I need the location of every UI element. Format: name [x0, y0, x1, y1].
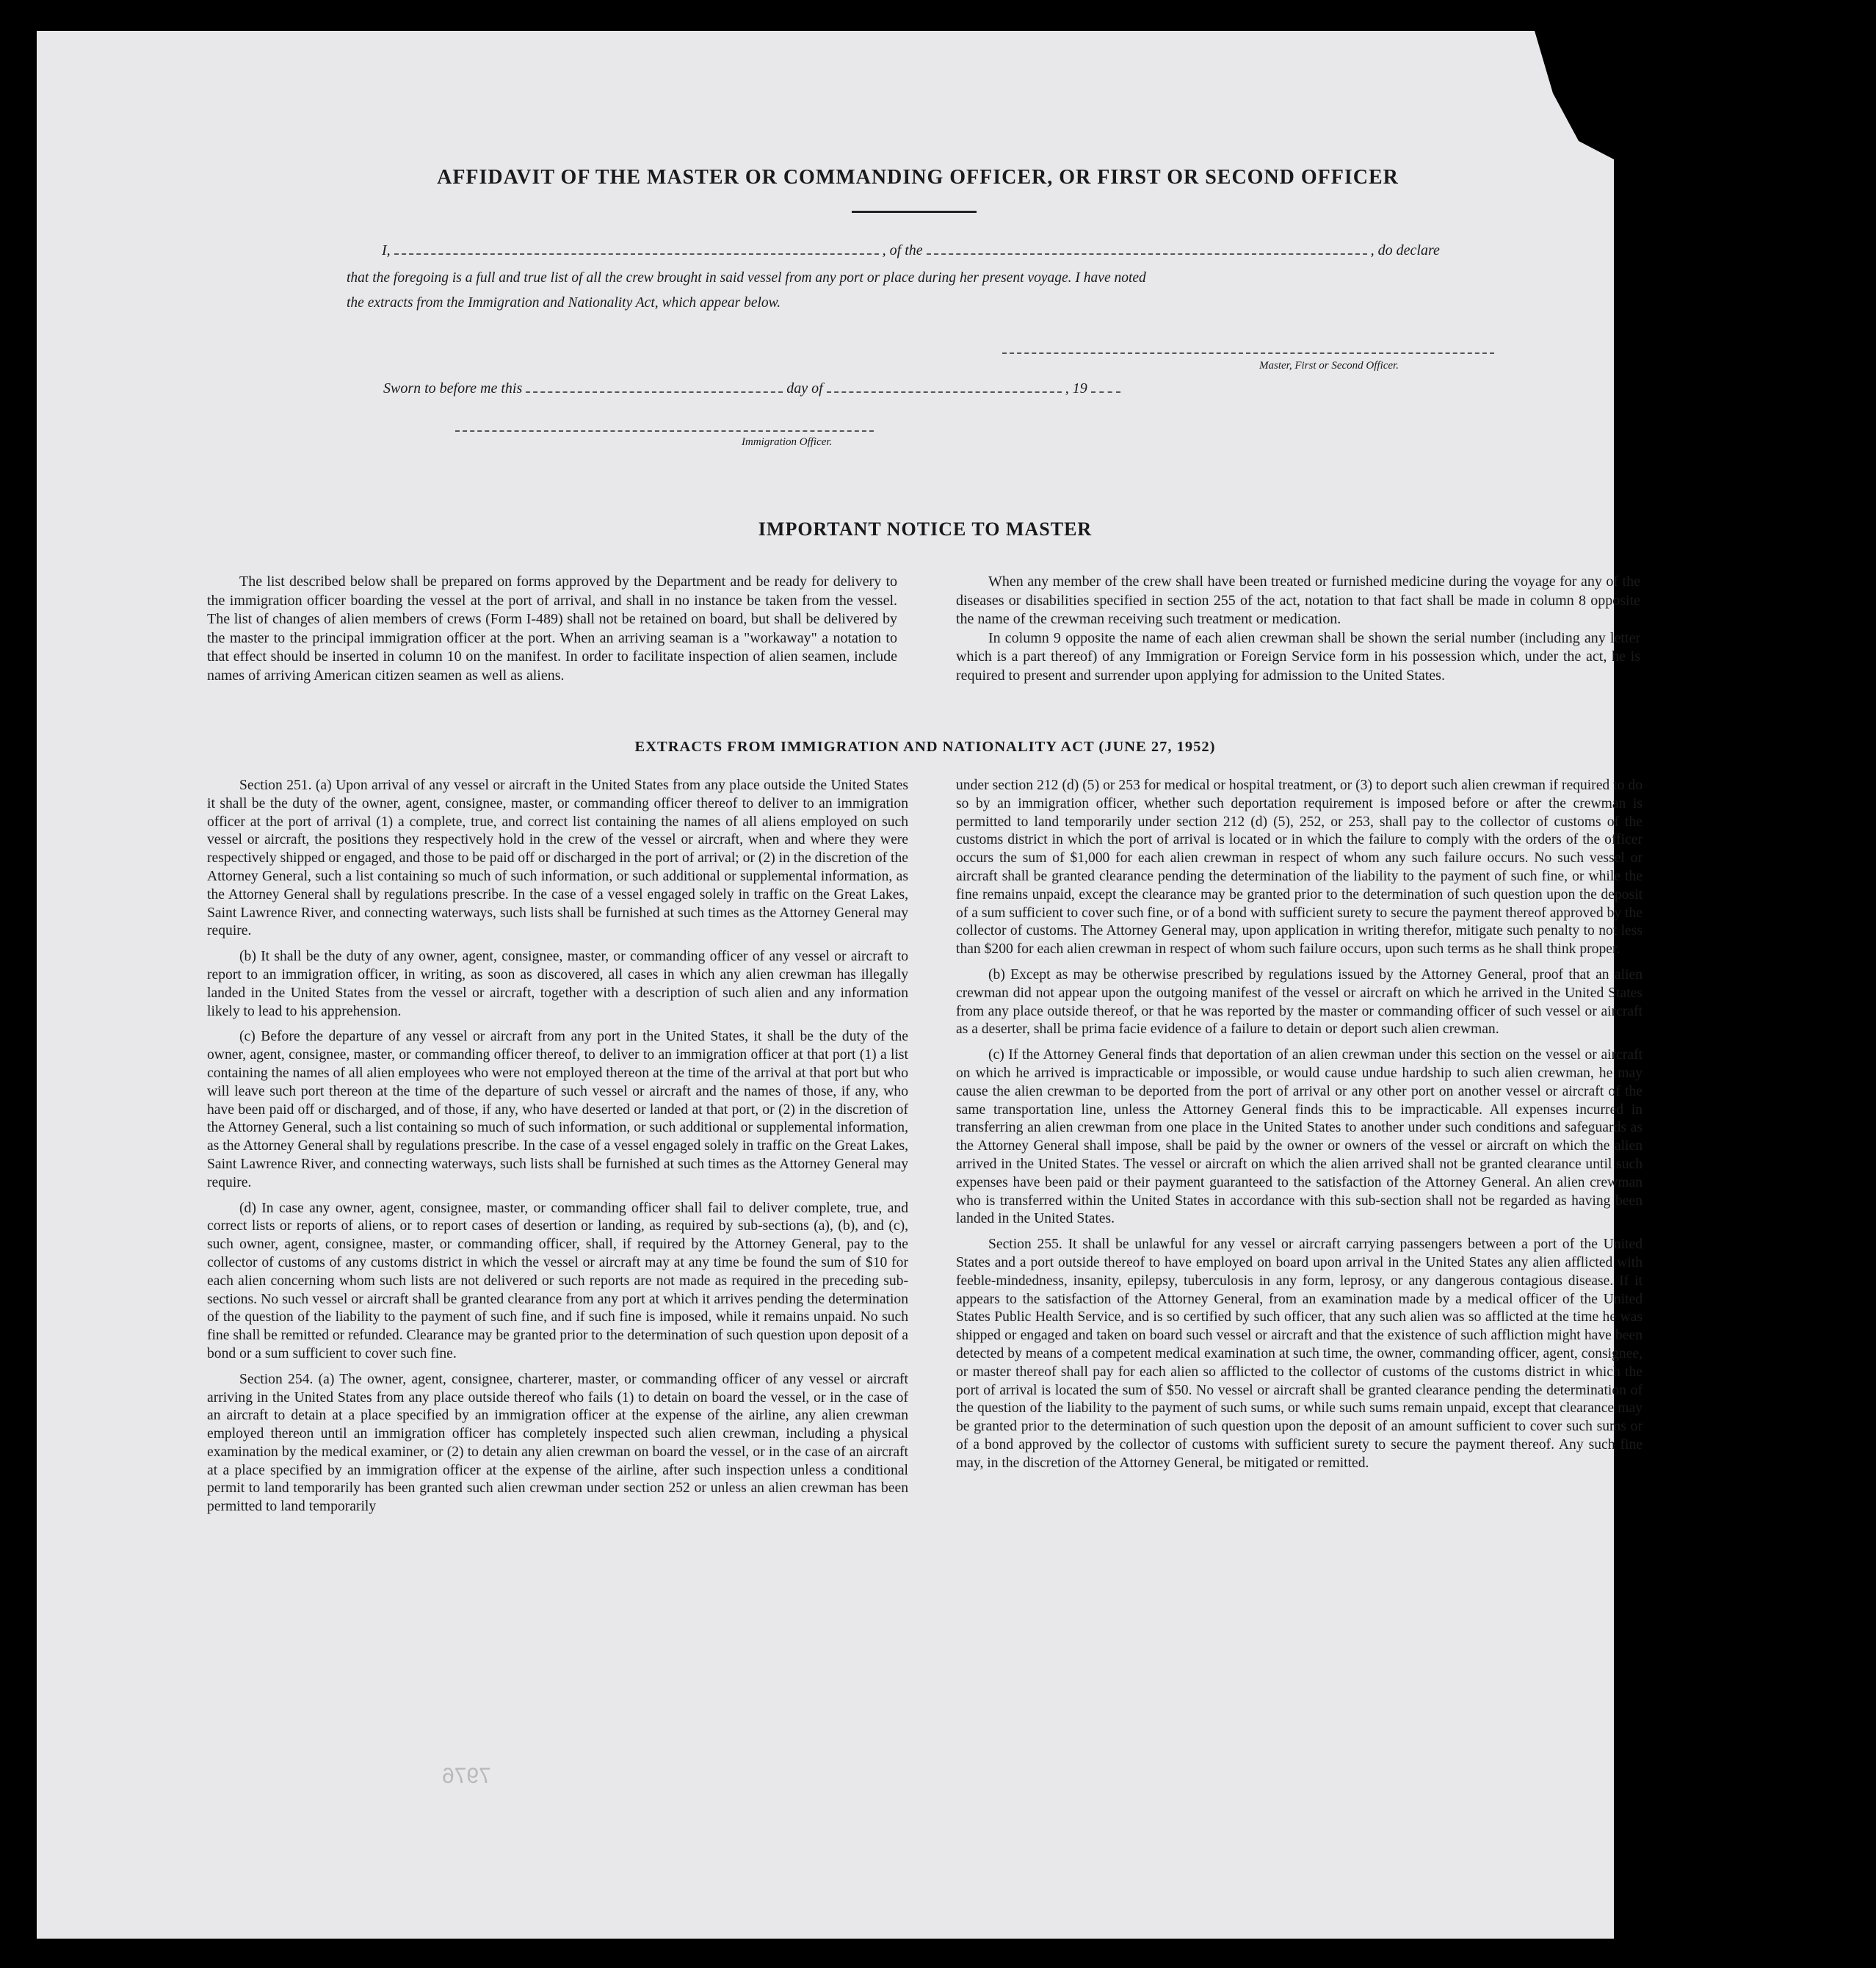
vessel-blank	[927, 253, 1367, 255]
master-caption: Master, First or Second Officer.	[1259, 360, 1399, 372]
month-blank	[827, 391, 1062, 393]
bleed-through-number: 7976	[442, 1764, 491, 1788]
punch-hole	[1793, 648, 1822, 677]
extracts-left-column	[207, 777, 908, 1524]
affidavit-line-2: that the foregoing is a full and true list of all the crew brought in said vessel from any port or place during her present voyage. I have noted	[347, 270, 1146, 286]
sworn-line: Sworn to before me this day of , 19	[383, 380, 1206, 397]
punch-hole	[1793, 1805, 1822, 1834]
notice-right: When any member of the crew shall have been treated or furnished medicine during the voyage for any of the diseases or disabilities specified in section 255 of the act, notation to that fact shall be made in column 8 opposite the name of the crewman receiving such treatment or medication. In column 9 opposite the name of each alien crewman shall be shown the serial number (including any letter which is a part thereof) of any Immigration or Foreign Service form in his possession which, under the act, he is required to present and surrender upon applying for admission to the United States.	[956, 574, 1640, 684]
officer-signature-line	[455, 430, 874, 432]
day-blank	[526, 391, 783, 393]
section-251-c: (c) Before the departure of any vessel or aircraft from any port in the United States, it shall be the duty of the owner, agent, consignee, master, or commanding officer thereof, to deliver to an immigration officer at that port (1) a list containing the names of all alien employees who were not employed thereon at the time of the arrival at that port but who will leave such port thereon at the time of the departure of such vessel or aircraft and the names of those, if any, who have been paid off or discharged, and of those, if any, who have deserted or landed at that port, or (2) in the discretion of the Attorney General, such a list containing so much of such information, or such additional or supplemental information, as the Attorney General shall by regulations prescribe. In the case of a vessel engaged solely in traffic on the Great Lakes, Saint Lawrence River, and connecting waterways, such lists shall be furnished at such times as the Attorney General may require.	[207, 1029, 908, 1190]
section-254-c: (c) If the Attorney General finds that deportation of an alien crewman under this section on the vessel or aircraft on which he arrived is impracticable or impossible, or would cause undue hardship to such alien crewman, he may cause the alien crewman to be deported from the port of arrival or any other port on another vessel or aircraft of the same transportation line, unless the Attorney General finds this to be impracticable. All expenses incurred in transferring an alien crewman from one place in the United States to another under such conditions and safeguards as the Attorney General shall impose, shall be paid by the owner or owners of the vessel or aircraft on which the alien arrived in the United States. The vessel or aircraft on which the alien arrived shall not be granted clearance until such expenses have been paid or their payment guaranteed to the satisfaction of the Attorney General. An alien crewman who is transferred within the United States in accordance with this sub-section shall not be regarded as having been landed in the United States.	[956, 1047, 1643, 1227]
officer-caption: Immigration Officer.	[742, 436, 833, 448]
punch-hole	[1793, 1311, 1822, 1340]
notice-heading: IMPORTANT NOTICE TO MASTER	[758, 518, 1093, 540]
notice-left: The list described below shall be prepared on forms approved by the Department and be ready for delivery to the immigration officer boarding the vessel at the port of arrival, and shall in no instance be taken from the vessel. The list of changes of alien members of crews (Form I-489) shall not be retained on board, but shall be delivered by the master to the principal immigration officer at the port. When an arriving seaman is a "workaway" a notation to that effect should be inserted in column 10 on the manifest. In order to facilitate inspection of alien seamen, include names of arriving American citizen seamen as well as aliens.	[207, 574, 897, 684]
extracts-right-column	[956, 777, 1643, 1480]
master-signature-line	[1002, 352, 1494, 354]
affidavit-line-1: I, , of the , do declare	[382, 242, 1440, 258]
section-255: Section 255. It shall be unlawful for any vessel or aircraft carrying passengers between a port of the United States and a port outside thereof to have employed on board upon arrival in the United States any alien afflicted with feeble-mindedness, insanity, epilepsy, tuberculosis in any form, leprosy, or any dangerous contagious disease. If it appears to the satisfaction of the Attorney General, from an examination made by a medical officer of the United States Public Health Service, and is so certified by such officer, that any such alien was so afflicted at the time he was shipped or engaged and taken on board such vessel or aircraft and that the existence of such affliction might have been detected by means of a competent medical examination at such time, the owner, commanding officer, agent, consignee, or master thereof shall pay for each alien so afflicted to the collector of customs of the customs district in which the port of arrival is located the sum of $50. No vessel or aircraft shall be granted clearance pending the determination of the question of the liability to the payment of such sums, or while such sums remain unpaid, except that clearance may be granted prior to the determination of such question upon the deposit of an amount sufficient to cover such sums or of a bond approved by the collector of customs with sufficient surety to secure the payment thereof. Any such fine may, in the discretion of the Attorney General, be mitigated or remitted.	[956, 1237, 1643, 1471]
punch-hole	[1793, 342, 1822, 372]
section-251-d: (d) In case any owner, agent, consignee, master, or commanding officer shall fail to deliver complete, true, and correct lists or reports of aliens, or to report cases of desertion or landing, as required by sub-sections (a), (b), and (c), such owner, agent, consignee, master, or commanding officer, shall, if required by the Attorney General, pay to the collector of customs of any customs district in which the vessel or aircraft may at any time be found the sum of $10 for each alien concerning whom such lists are not delivered or such reports are not made as required in the preceding sub-sections. No such vessel or aircraft shall be granted clearance from any port at which it arrives pending the determination of the question of the liability to the payment of such fine, and if such fine is imposed, while it remains unpaid. No such fine shall be remitted or refunded. Clearance may be granted prior to the determination of such question upon deposit of a bond or a sum sufficient to cover such fine.	[207, 1200, 908, 1361]
name-blank	[394, 253, 879, 255]
heading-underline	[852, 211, 977, 213]
affidavit-line-3: the extracts from the Immigration and Nationality Act, which appear below.	[347, 295, 781, 311]
section-254-a-cont: under section 212 (d) (5) or 253 for medical or hospital treatment, or (3) to deport such alien crewman if required to do so by an immigration officer, whether such deportation requirement is imposed before or after the crewman is permitted to land temporarily under section 212 (d) (5), 252, or 253, shall pay to the collector of customs of the customs district in which the port of arrival is located or in which the failure to comply with the orders of the officer occurs the sum of $1,000 for each alien crewman in respect of whom any such failure occurs. No such vessel or aircraft shall be granted clearance pending the determination of the liability to the payment of such fine, or while the fine remains unpaid, except the clearance may be granted prior to the determination of such question upon the deposit of a sum sufficient to cover such fine, or of a bond with sufficient surety to secure the payment thereof approved by the collector of customs. The Attorney General may, upon application in writing therefor, mitigate such penalty to not less than $200 for each alien crewman in respect of whom such failure occurs, upon such terms as he shall think proper.	[956, 778, 1643, 958]
year-blank	[1091, 391, 1120, 393]
affidavit-heading: AFFIDAVIT OF THE MASTER OR COMMANDING OFFICER, OR FIRST OR SECOND OFFICER	[437, 166, 1399, 189]
section-254-b: (b) Except as may be otherwise prescribed by regulations issued by the Attorney General, proof that an alien crewman did not appear upon the outgoing manifest of the vessel or aircraft on which he arrived in the United States from any place outside thereof, or that he was reported by the master or commanding officer of such vessel or aircraft as a deserter, shall be prima facie evidence of a failure to detain or deport such alien crewman.	[956, 966, 1643, 1038]
section-251-a: Section 251. (a) Upon arrival of any vessel or aircraft in the United States from any place outside the United States it shall be the duty of the owner, agent, consignee, master, or commanding officer thereof to deliver to an immigration officer at the port of arrival (1) a complete, true, and correct list containing the names of all aliens employed on such vessel or aircraft, the positions they respectively hold in the crew of the vessel or aircraft, when and where they were respectively shipped or engaged, and those to be paid off or discharged in the port of arrival; or (2) in the discretion of the Attorney General, such a list containing so much of such information, or such additional or supplemental information, as the Attorney General shall by regulations prescribe. In the case of a vessel engaged solely in traffic on the Great Lakes, Saint Lawrence River, and connecting waterways, such lists shall be furnished at such times as the Attorney General may require.	[207, 778, 908, 939]
section-251-b: (b) It shall be the duty of any owner, agent, consignee, master, or commanding officer of any vessel or aircraft to report to an immigration officer, in writing, as soon as discovered, all cases in which any alien crewman has illegally landed in the United States from the vessel or aircraft, together with a description of such alien and any information likely to lead to his apprehension.	[207, 949, 908, 1019]
punch-hole	[1793, 242, 1822, 272]
section-254-a: Section 254. (a) The owner, agent, consignee, charterer, master, or commanding officer of any vessel or aircraft arriving in the United States from any place outside thereof who fails (1) to detain on board the vessel, or in the case of an aircraft to detain at a place specified by an immigration officer at the expense of the airline, any alien crewman employed thereon until an immigration officer has completely inspected such alien crewman, including a physical examination by the medical examiner, or (2) to detain any alien crewman on board the vessel, or in the case of an aircraft at a place specified by an immigration officer at the expense of the airline, after such inspection unless a conditional permit to land temporarily has been granted such alien crewman under section 252 or unless an alien crewman has been permitted to land temporarily	[207, 1371, 908, 1515]
punch-hole	[1793, 1411, 1822, 1441]
extracts-heading: EXTRACTS FROM IMMIGRATION AND NATIONALITY ACT (JUNE 27, 1952)	[634, 739, 1216, 755]
